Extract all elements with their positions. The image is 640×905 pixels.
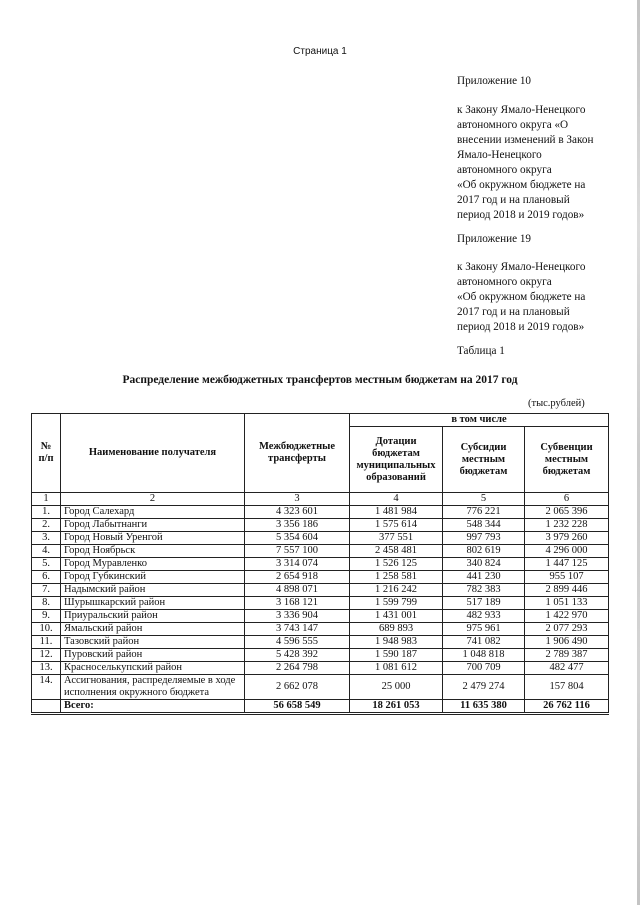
subsidies-value: 776 221 [443,506,525,519]
subventions-value: 157 804 [525,675,609,700]
transfers-total: 2 662 078 [245,675,350,700]
row-number: 8. [32,597,61,610]
header-grants: Дотации бюджетам муниципальных образований [350,427,443,493]
appendix-19-title: Приложение 19 [457,233,532,245]
recipient-name: Город Лабытнанги [61,519,245,532]
transfers-total: 2 654 918 [245,571,350,584]
total-subventions: 26 762 116 [525,700,609,714]
header-including: в том числе [350,414,609,427]
row-number: 10. [32,623,61,636]
subventions-value: 955 107 [525,571,609,584]
subventions-value: 482 477 [525,662,609,675]
transfers-total: 3 168 121 [245,597,350,610]
row-number: 13. [32,662,61,675]
subventions-value: 1 447 125 [525,558,609,571]
grants-value: 1 526 125 [350,558,443,571]
table-row [32,558,609,571]
table-row [32,610,609,623]
table-row [32,662,609,675]
table-row [32,584,609,597]
col-number: 4 [350,493,443,506]
recipient-name: Красноселькупский район [61,662,245,675]
subsidies-value: 997 793 [443,532,525,545]
transfers-table [31,413,609,715]
row-number: 4. [32,545,61,558]
subsidies-value: 441 230 [443,571,525,584]
total-subsidies: 11 635 380 [443,700,525,714]
col-number: 6 [525,493,609,506]
grants-value: 1 081 612 [350,662,443,675]
subventions-value: 2 789 387 [525,649,609,662]
table-row [32,623,609,636]
col-number: 2 [61,493,245,506]
header-subsidies: Субсидии местным бюджетам [443,427,525,493]
appendix-10-line: период 2018 и 2019 годов» [457,209,585,221]
row-number: 12. [32,649,61,662]
subventions-value: 2 065 396 [525,506,609,519]
table-row [32,506,609,519]
recipient-name: Приуральский район [61,610,245,623]
grants-value: 1 948 983 [350,636,443,649]
recipient-name: Ямальский район [61,623,245,636]
grants-value: 1 481 984 [350,506,443,519]
recipient-name: Тазовский район [61,636,245,649]
header-num: № п/п [32,414,61,493]
recipient-name: Город Новый Уренгой [61,532,245,545]
table-row [32,532,609,545]
transfers-total: 2 264 798 [245,662,350,675]
grants-value: 1 575 614 [350,519,443,532]
subsidies-value: 340 824 [443,558,525,571]
recipient-name: Ассигнования, распределяемые в ходе исполнения окружного бюджета [61,675,245,700]
transfers-total: 3 336 904 [245,610,350,623]
subsidies-value: 802 619 [443,545,525,558]
col-number: 5 [443,493,525,506]
row-number: 14. [32,675,61,700]
grants-value: 1 590 187 [350,649,443,662]
total-number-cell [32,700,61,714]
grants-value: 1 258 581 [350,571,443,584]
table-row [32,545,609,558]
row-number: 1. [32,506,61,519]
appendix-19-line: 2017 год и на плановый [457,306,570,318]
subventions-value: 1 422 970 [525,610,609,623]
row-number: 2. [32,519,61,532]
subventions-value: 2 899 446 [525,584,609,597]
grants-value: 2 458 481 [350,545,443,558]
appendix-10-body [457,103,617,223]
appendix-10-line: внесении изменений в Закон [457,134,594,146]
recipient-name: Шурышкарский район [61,597,245,610]
transfers-total: 5 428 392 [245,649,350,662]
subventions-value: 2 077 293 [525,623,609,636]
subventions-value: 1 051 133 [525,597,609,610]
subsidies-value: 517 189 [443,597,525,610]
appendix-19-body [457,260,617,335]
total-transfers: 56 658 549 [245,700,350,714]
transfers-total: 4 596 555 [245,636,350,649]
appendix-10-line: автономного округа [457,164,552,176]
table-row [32,675,609,700]
subventions-value: 1 232 228 [525,519,609,532]
subsidies-value: 700 709 [443,662,525,675]
header-subventions: Субвенции местным бюджетам [525,427,609,493]
total-label: Всего: [61,700,245,714]
subsidies-value: 741 082 [443,636,525,649]
appendix-19-line: автономного округа [457,276,552,288]
row-number: 11. [32,636,61,649]
appendix-10-line: 2017 год и на плановый [457,194,570,206]
table-row [32,519,609,532]
grants-value: 1 216 242 [350,584,443,597]
recipient-name: Город Муравленко [61,558,245,571]
total-row [32,700,609,714]
row-number: 3. [32,532,61,545]
appendix-19-line: период 2018 и 2019 годов» [457,321,585,333]
recipient-name: Город Салехард [61,506,245,519]
subsidies-value: 482 933 [443,610,525,623]
recipient-name: Город Губкинский [61,571,245,584]
appendix-10-line: автономного округа «О [457,119,569,131]
total-grants: 18 261 053 [350,700,443,714]
row-number: 7. [32,584,61,597]
appendix-19-line: к Закону Ямало-Ненецкого [457,261,586,273]
row-number: 9. [32,610,61,623]
grants-value: 377 551 [350,532,443,545]
subsidies-value: 2 479 274 [443,675,525,700]
grants-value: 25 000 [350,675,443,700]
transfers-total: 3 743 147 [245,623,350,636]
recipient-name: Пуровский район [61,649,245,662]
transfers-total: 4 323 601 [245,506,350,519]
units-label: (тыс.рублей) [528,398,585,409]
col-number: 1 [32,493,61,506]
appendix-10-title: Приложение 10 [457,75,532,87]
row-number: 6. [32,571,61,584]
transfers-total: 3 314 074 [245,558,350,571]
subsidies-value: 782 383 [443,584,525,597]
appendix-10-line: к Закону Ямало-Ненецкого [457,104,586,116]
table-label: Таблица 1 [457,345,505,357]
transfers-total: 5 354 604 [245,532,350,545]
table-row [32,636,609,649]
transfers-total: 3 356 186 [245,519,350,532]
document-title: Распределение межбюджетных трансфертов местным бюджетам на 2017 год [122,374,518,386]
subsidies-value: 548 344 [443,519,525,532]
table-row [32,597,609,610]
table-row [32,649,609,662]
page-label: Страница 1 [293,46,347,57]
grants-value: 689 893 [350,623,443,636]
row-number: 5. [32,558,61,571]
recipient-name: Город Ноябрьск [61,545,245,558]
recipient-name: Надымский район [61,584,245,597]
grants-value: 1 431 001 [350,610,443,623]
subventions-value: 1 906 490 [525,636,609,649]
header-name: Наименование получателя [61,414,245,493]
subsidies-value: 975 961 [443,623,525,636]
header-transfers: Межбюджетные трансферты [245,414,350,493]
subventions-value: 3 979 260 [525,532,609,545]
transfers-total: 7 557 100 [245,545,350,558]
subsidies-value: 1 048 818 [443,649,525,662]
subventions-value: 4 296 000 [525,545,609,558]
col-number: 3 [245,493,350,506]
appendix-10-line: Ямало-Ненецкого [457,149,542,161]
transfers-total: 4 898 071 [245,584,350,597]
table-row [32,571,609,584]
appendix-10-line: «Об окружном бюджете на [457,179,586,191]
appendix-19-line: «Об окружном бюджете на [457,291,586,303]
grants-value: 1 599 799 [350,597,443,610]
